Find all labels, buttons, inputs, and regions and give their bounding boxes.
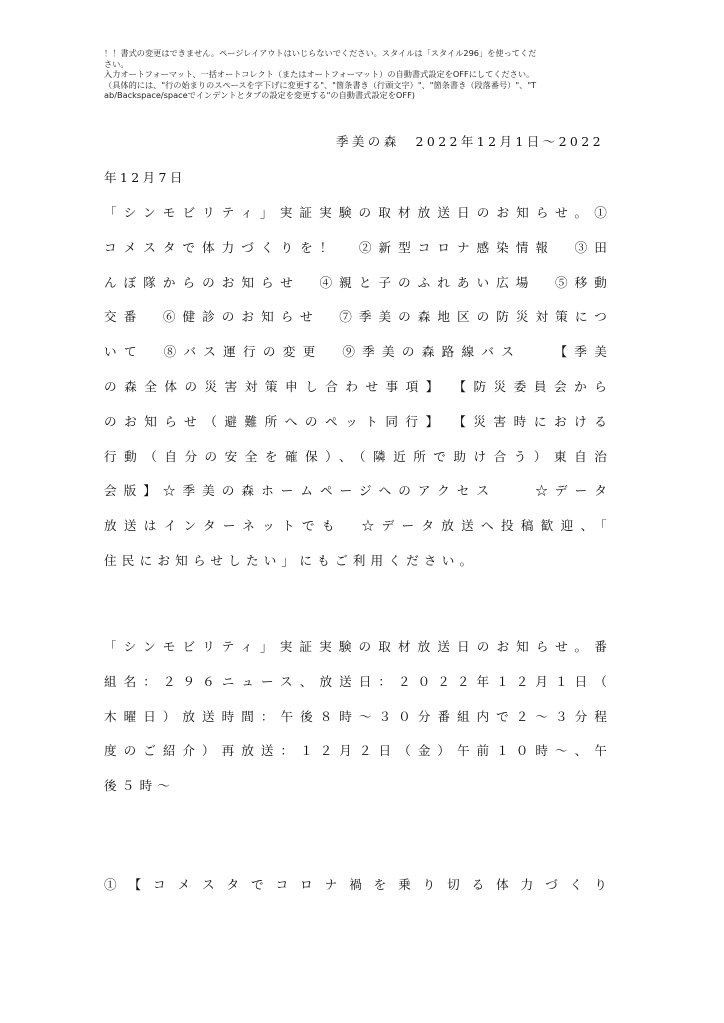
- header-date-range-continued: 年12月7日: [104, 170, 186, 185]
- paragraph-line: 木曜日）放送時間：午後８時～３０分番組内で２～３分程: [104, 708, 612, 724]
- paragraph-line: 住民にお知らせしたい」にもご利用ください。: [104, 552, 478, 568]
- paragraph-line: 「シンモビリティ」実証実験の取材放送日のお知らせ。番: [104, 639, 612, 654]
- paragraph-broadcast-notice: [104, 638, 612, 812]
- paragraph-line: 「シンモビリティ」実証実験の取材放送日のお知らせ。①: [104, 205, 612, 220]
- notice-line: ab/Backspace/spaceでインデントとタブの設定を変更する"の自動書式設定をOFF): [104, 90, 415, 101]
- paragraph-line: 放送はインターネットでも ☆データ放送へ投稿歓迎、「: [104, 518, 612, 534]
- notice-line: （具体的には、"行の始まりのスペースを字下げに変更する"、"箇条書き（行頭文字）"、"箇条書き（段落番号）"、"T: [104, 79, 537, 90]
- paragraph-line: 交番 ⑥健診のお知らせ ⑦季美の森地区の防災対策につ: [104, 309, 612, 325]
- paragraph-line: 会版】☆季美の森ホームページへのアクセス ☆データ: [104, 483, 612, 499]
- paragraph-line: コメスタで体力づくりを！ ②新型コロナ感染情報 ③田: [104, 239, 612, 255]
- notice-line: さい。: [104, 58, 129, 69]
- paragraph-line: んぼ隊からのお知らせ ④親と子のふれあい広場 ⑤移動: [104, 274, 612, 290]
- paragraph-line: 後５時～: [104, 778, 176, 794]
- format-notice: [104, 48, 622, 101]
- paragraph-contents-list: [104, 204, 612, 587]
- paragraph-line: 組名：２９６ニュース、放送日：２０２２年１２月１日（: [104, 673, 612, 689]
- paragraph-line: 行動（自分の安全を確保）、（隣近所で助け合う）東自治: [104, 448, 612, 464]
- paragraph-line: いて ⑧バス運行の変更 ⑨季美の森路線バス 【季美: [104, 344, 612, 360]
- header-date-range: 季美の森 2022年12月1日～2022: [336, 134, 604, 149]
- notice-line: ！！書式の変更はできません。ページレイアウトはいじらないでください。スタイルは「スタイル296」を使ってくだ: [104, 48, 537, 58]
- paragraph-line: ①【コメスタでコロナ禍を乗り切る体力づくり: [104, 877, 612, 892]
- paragraph-line: のお知らせ（避難所へのペット同行】 【災害時における: [104, 413, 612, 429]
- paragraph-section-1-heading: [104, 876, 612, 911]
- paragraph-line: 度のご紹介）再放送：１２月２日（金）午前１０時～、午: [104, 743, 612, 759]
- notice-line: 入力オートフォーマット、一括オートコレクト（またはオートフォーマット）の自動書式設定をOFFにしてください。: [104, 69, 535, 80]
- paragraph-line: の森全体の災害対策申し合わせ事項】 【防災委員会から: [104, 378, 612, 394]
